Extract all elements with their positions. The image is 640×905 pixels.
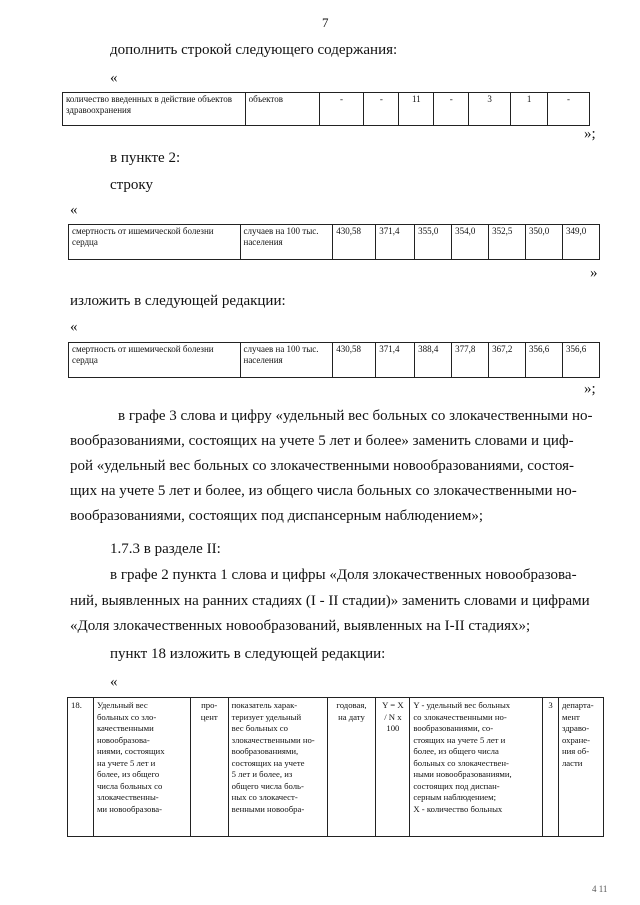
value-cell: - <box>319 93 364 126</box>
indicator-name: количество введенных в действие объектов здравоохранения <box>63 93 246 126</box>
para-graph3-line: рой «удельный вес больных со злокачественными новообразованиями, состоя- <box>70 458 574 474</box>
indicator-period: годовая, на дату <box>327 698 376 837</box>
indicator-name: смертность от ишемической болезни сердца <box>69 343 241 378</box>
data-source: 3 <box>543 698 559 837</box>
value-cell: 356,6 <box>562 343 599 378</box>
para-edit: изложить в следующей редакции: <box>70 293 286 309</box>
table-old-row <box>68 224 600 260</box>
value-cell: 371,4 <box>376 225 415 260</box>
value-cell: 371,4 <box>376 343 415 378</box>
open-quote-4: « <box>110 674 118 690</box>
para-section: 1.7.3 в разделе II: <box>110 541 221 557</box>
para-graph3-line: в графе 3 слова и цифру «удельный вес больных со злокачественными но- <box>118 408 593 424</box>
table-row <box>68 698 604 837</box>
formula-explanation: Y - удельный вес больных со злокачественными но- вообразованиями, со- стоящих на учете 5 лет и более, из общего числа больных со злокачествен- ными новообразованиями, состоящих под диспан- серным наблюдением; X - количество больных <box>410 698 543 837</box>
value-cell: 349,0 <box>562 225 599 260</box>
para-graph2-line: ний, выявленных на ранних стадиях (I - II стадии)» заменить словами и цифрами <box>70 593 590 609</box>
table-row <box>63 93 590 126</box>
indicator-unit: объектов <box>245 93 319 126</box>
indicator-name: Удельный вес больных со зло- качественными новообразова- ниями, состоящих на учете 5 лет и более, из общего числа больных со злокачественны- ми новообразова- <box>93 698 190 837</box>
para-graph2-line: «Доля злокачественных новообразований, выявленных на I-II стадиях»; <box>70 618 531 634</box>
table-row <box>69 225 600 260</box>
value-cell: 11 <box>399 93 434 126</box>
value-cell: 430,58 <box>333 343 376 378</box>
close-quote-2: » <box>590 265 598 281</box>
open-quote-2: « <box>70 202 78 218</box>
footer-mark: 4 11 <box>592 884 608 894</box>
table-facilities <box>62 92 590 126</box>
para-point18: пункт 18 изложить в следующей редакции: <box>110 646 386 662</box>
table-point18 <box>67 697 604 837</box>
para-graph2-line: в графе 2 пункта 1 слова и цифры «Доля злокачественных новообразова- <box>110 567 577 583</box>
para-graph3-line: вообразованиями, состоящих под диспансерным наблюдением»; <box>70 508 483 524</box>
open-quote-3: « <box>70 319 78 335</box>
indicator-name: смертность от ишемической болезни сердца <box>69 225 241 260</box>
value-cell: - <box>434 93 469 126</box>
value-cell: 367,2 <box>489 343 526 378</box>
close-quote-3: »; <box>584 381 596 397</box>
para-graph3-line: вообразованиями, состоящих на учете 5 лет и более» заменить словами и циф- <box>70 433 574 449</box>
value-cell: - <box>548 93 590 126</box>
intro-line: дополнить строкой следующего содержания: <box>110 42 398 58</box>
indicator-unit: случаев на 100 тыс. населения <box>240 225 333 260</box>
close-quote-1: »; <box>584 126 596 142</box>
page-number: 7 <box>322 15 329 30</box>
value-cell: 388,4 <box>415 343 452 378</box>
value-cell: 377,8 <box>452 343 489 378</box>
value-cell: 350,0 <box>526 225 563 260</box>
table-new-row <box>68 342 600 378</box>
para-point-2: в пункте 2: <box>110 150 181 166</box>
value-cell: 430,58 <box>333 225 376 260</box>
open-quote-1: « <box>110 70 118 86</box>
indicator-formula: Y = X / N x 100 <box>376 698 410 837</box>
para-graph3-line: щих на учете 5 лет и более, из общего числа больных со злокачественными но- <box>70 483 577 499</box>
indicator-description: показатель харак- теризует удельный вес больных со злокачественными но- вообразованиями, состоящих на учете 5 лет и более, из общего числа боль- ных со злокачест- венными новообра- <box>228 698 327 837</box>
indicator-unit: случаев на 100 тыс. населения <box>240 343 333 378</box>
responsible-body: департа- мент здраво- охране- ния об- ласти <box>558 698 603 837</box>
value-cell: 355,0 <box>415 225 452 260</box>
table-row <box>69 343 600 378</box>
indicator-unit: про- цент <box>190 698 228 837</box>
value-cell: - <box>364 93 399 126</box>
value-cell: 356,6 <box>526 343 563 378</box>
value-cell: 352,5 <box>489 225 526 260</box>
value-cell: 1 <box>511 93 548 126</box>
row-number: 18. <box>68 698 94 837</box>
para-row: строку <box>110 177 153 193</box>
value-cell: 3 <box>469 93 511 126</box>
value-cell: 354,0 <box>452 225 489 260</box>
